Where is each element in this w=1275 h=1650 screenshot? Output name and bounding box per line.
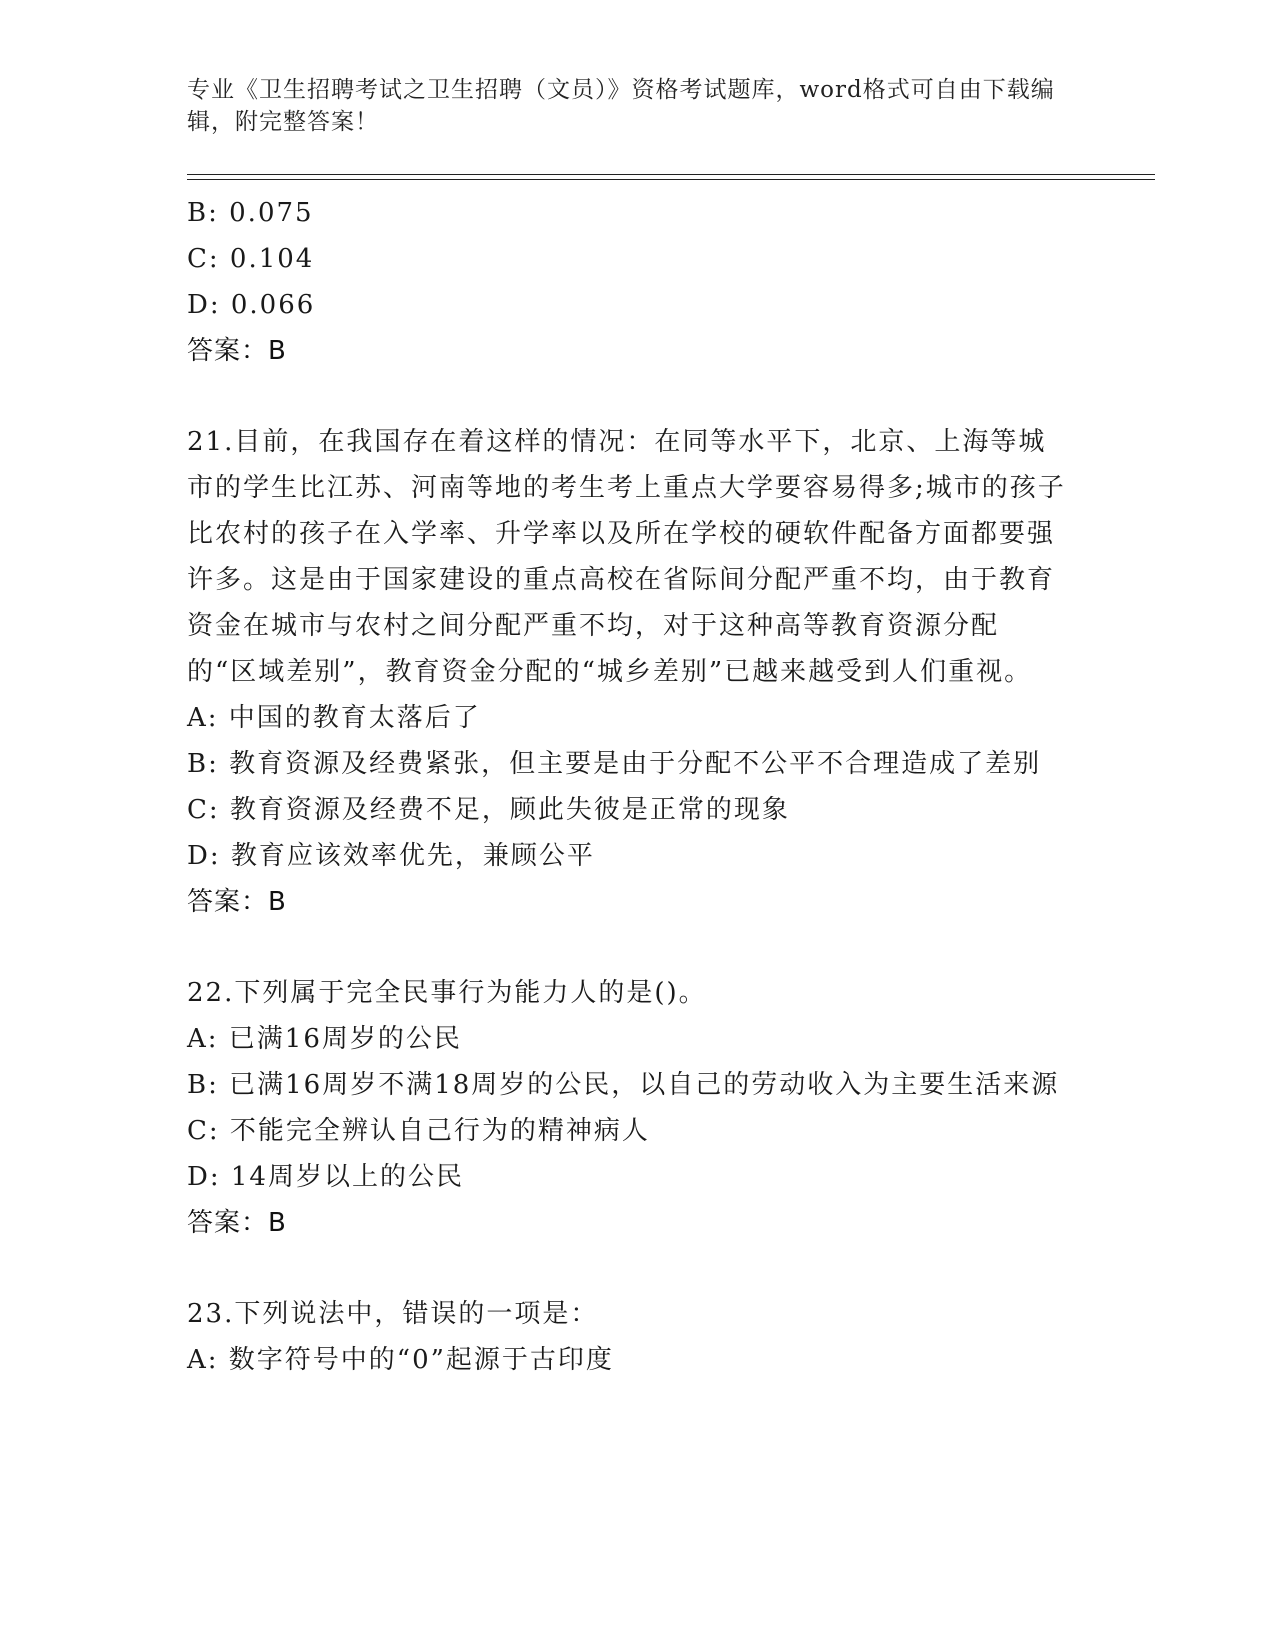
option-d: D: 14周岁以上的公民 <box>187 1162 464 1192</box>
answer-line: 答案：B <box>187 336 287 366</box>
option-d: D: 0.066 <box>187 290 316 320</box>
option-c: C: 0.104 <box>187 244 315 274</box>
option-b: B: 教育资源及经费紧张，但主要是由于分配不公平不合理造成了差别 <box>187 749 1042 779</box>
option-a: A: 已满16周岁的公民 <box>187 1024 462 1054</box>
option-c: C: 不能完全辨认自己行为的精神病人 <box>187 1116 650 1146</box>
question-stem: 21.目前，在我国存在着这样的情况：在同等水平下，北京、上海等城市的学生比江苏、河南等地的考生考上重点大学要容易得多;城市的孩子比农村的孩子在入学率、升学率以及所在学校的硬软件配备方面都要强许多。这是由于国家建设的重点高校在省际间分配严重不均，由于教育资金在城市与农村之间分配严重不均，对于这种高等教育资源分配的“区域差别”，教育资金分配的“城乡差别”已越来越受到人们重视。 <box>187 427 1066 687</box>
prev-question-block <box>187 190 1067 374</box>
question-22 <box>187 970 1067 1246</box>
answer-line: 答案：B <box>187 1208 287 1238</box>
question-21 <box>187 419 1067 925</box>
document-header: 专业《卫生招聘考试之卫生招聘（文员）》资格考试题库，word格式可自由下载编辑，附完整答案！ <box>187 77 1055 135</box>
header-rule-top <box>187 174 1155 175</box>
option-a: A: 数字符号中的“0”起源于古印度 <box>187 1345 614 1375</box>
option-b: B: 0.075 <box>187 198 314 228</box>
question-stem: 23.下列说法中，错误的一项是： <box>187 1299 599 1329</box>
option-d: D: 教育应该效率优先，兼顾公平 <box>187 841 595 871</box>
question-23 <box>187 1291 1067 1383</box>
option-c: C: 教育资源及经费不足，顾此失彼是正常的现象 <box>187 795 790 825</box>
question-content <box>187 190 1067 1383</box>
question-stem: 22.下列属于完全民事行为能力人的是()。 <box>187 978 707 1008</box>
option-a: A: 中国的教育太落后了 <box>187 703 481 733</box>
header-rule-bottom <box>187 179 1155 180</box>
answer-line: 答案：B <box>187 887 287 917</box>
option-b: B: 已满16周岁不满18周岁的公民，以自己的劳动收入为主要生活来源 <box>187 1070 1060 1100</box>
